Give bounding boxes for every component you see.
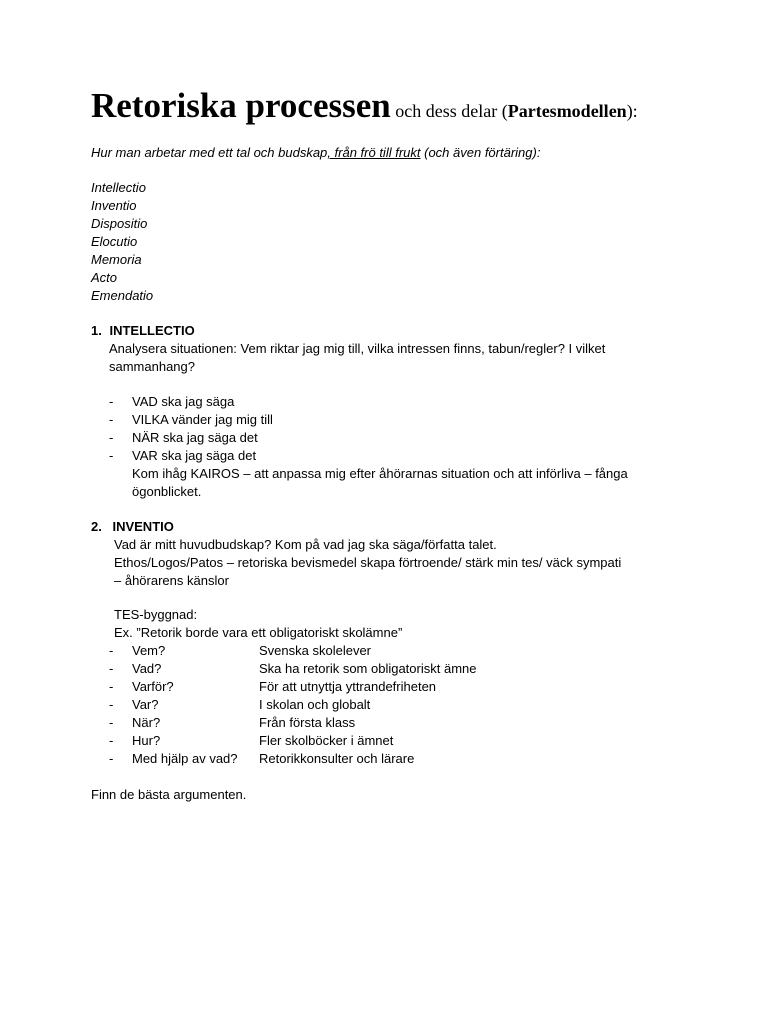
paragraph-line: Ethos/Logos/Patos – retoriska bevismedel skapa förtroende/ stärk min tes/ väck sympati xyxy=(114,555,622,570)
tes-heading: TES-byggnad: xyxy=(114,607,198,622)
title-bold: Partesmodellen xyxy=(507,101,627,121)
tes-answer: Ska ha retorik som obligatoriskt ämne xyxy=(259,661,477,676)
list-dash: - xyxy=(109,448,114,463)
tes-answer: Fler skolböcker i ämnet xyxy=(259,733,394,748)
list-dash: - xyxy=(109,733,114,748)
list-dash: - xyxy=(109,430,114,445)
list-item-text: VAR ska jag säga det xyxy=(132,448,257,463)
part-item: Memoria xyxy=(91,252,142,267)
closing-line: Finn de bästa argumenten. xyxy=(91,787,247,802)
list-dash: - xyxy=(109,412,114,427)
paragraph-line: Vad är mitt huvudbudskap? Kom på vad jag ska säga/författa talet. xyxy=(114,537,497,552)
section-1-heading xyxy=(91,322,195,340)
kairos-note xyxy=(132,465,628,501)
tes-question: När? xyxy=(132,715,161,730)
tes-example: Ex. ”Retorik borde vara ett obligatoriskt skolämne” xyxy=(114,625,403,640)
list-dash: - xyxy=(109,643,114,658)
tes-answer: Från första klass xyxy=(259,715,356,730)
list-dash: - xyxy=(109,697,114,712)
paragraph-line: Analysera situationen: Vem riktar jag mig till, vilka intressen finns, tabun/regler? I vilket xyxy=(109,341,606,356)
list-dash: - xyxy=(109,394,114,409)
title-main: Retoriska processen xyxy=(91,86,391,125)
section-1-paragraph xyxy=(109,340,605,376)
part-item: Elocutio xyxy=(91,234,138,249)
part-item: Intellectio xyxy=(91,180,146,195)
list-item-text: VILKA vänder jag mig till xyxy=(132,412,273,427)
paragraph-line: sammanhang? xyxy=(109,359,195,374)
intro-text-a: Hur man arbetar med ett tal och budskap xyxy=(91,145,328,160)
paragraph-line: – åhörarens känslor xyxy=(114,573,229,588)
tes-table xyxy=(91,642,691,772)
tes-question: Hur? xyxy=(132,733,161,748)
tes-question: Var? xyxy=(132,697,159,712)
part-item: Inventio xyxy=(91,198,137,213)
tes-question: Vem? xyxy=(132,643,166,658)
kairos-line: ögonblicket. xyxy=(132,484,202,499)
list-dash: - xyxy=(109,679,114,694)
tes-question: Vad? xyxy=(132,661,162,676)
section-2-heading xyxy=(91,518,174,536)
tes-block xyxy=(114,606,402,642)
section-1-list xyxy=(91,393,691,503)
section-1-title: INTELLECTIO xyxy=(109,323,195,338)
part-item: Emendatio xyxy=(91,288,154,303)
part-item: Dispositio xyxy=(91,216,148,231)
tes-answer: I skolan och globalt xyxy=(259,697,371,712)
intro-text-b: , från frö till frukt xyxy=(327,145,421,160)
tes-answer: För att utnyttja yttrandefriheten xyxy=(259,679,437,694)
tes-answer: Svenska skolelever xyxy=(259,643,371,658)
intro-text-c: (och även förtäring): xyxy=(420,145,541,160)
section-2-title: INVENTIO xyxy=(112,519,174,534)
tes-question: Varför? xyxy=(132,679,174,694)
list-item-text: NÄR ska jag säga det xyxy=(132,430,258,445)
tes-answer: Retorikkonsulter och lärare xyxy=(259,751,415,766)
title-mid: och dess delar ( xyxy=(390,101,508,121)
part-item: Acto xyxy=(91,270,118,285)
section-2-paragraph xyxy=(114,536,621,590)
tes-question: Med hjälp av vad? xyxy=(132,751,238,766)
section-2-number: 2. xyxy=(91,519,102,534)
section-1-number: 1. xyxy=(91,323,102,338)
title-end: ): xyxy=(626,101,638,121)
list-dash: - xyxy=(109,751,114,766)
intro-line xyxy=(91,144,540,162)
parts-list xyxy=(91,179,153,305)
list-item-text: VAD ska jag säga xyxy=(132,394,235,409)
page-title xyxy=(91,86,638,126)
list-dash: - xyxy=(109,715,114,730)
kairos-line: Kom ihåg KAIROS – att anpassa mig efter åhörarnas situation och att införliva – fånga xyxy=(132,466,628,481)
list-dash: - xyxy=(109,661,114,676)
